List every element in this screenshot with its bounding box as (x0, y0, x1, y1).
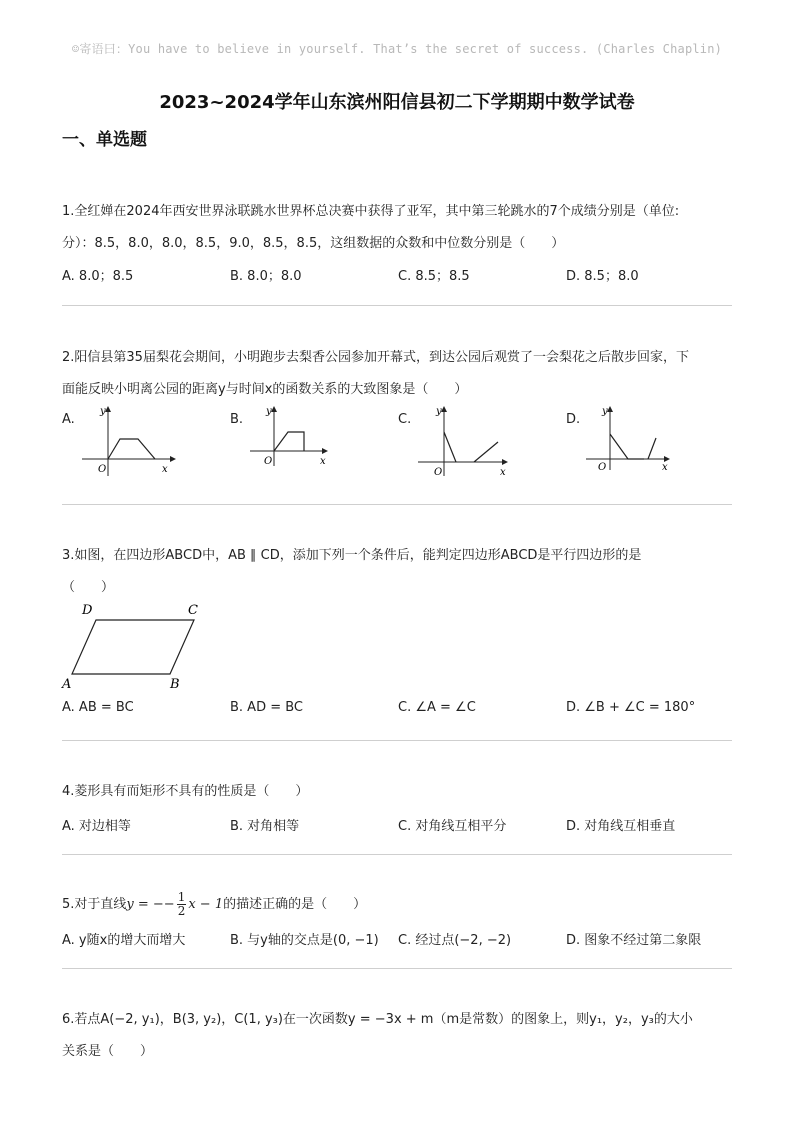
axis-y-label: y (436, 406, 442, 417)
origin-label: O (264, 456, 273, 467)
option-b[interactable]: B. 对角相等 (230, 819, 300, 834)
question-3-line-2: （ ） (62, 580, 115, 595)
divider (62, 305, 732, 306)
vertex-a-label: A (62, 677, 72, 692)
section-heading: 一、单选题 (62, 130, 147, 150)
fraction (177, 891, 187, 918)
option-c[interactable]: C. 经过点(−2, −2) (398, 933, 512, 948)
origin-label: O (434, 467, 443, 478)
question-3 (62, 540, 742, 604)
question-2-line-2: 面能反映小明离公园的距离y与时间x的函数关系的大致图象是（ ） (62, 382, 468, 397)
question-3-options (62, 700, 742, 724)
fraction-numerator: 1 (177, 890, 186, 904)
origin-label: O (598, 462, 607, 473)
question-5-suffix: 的描述正确的是（ ） (223, 897, 367, 912)
divider (62, 504, 732, 505)
option-b[interactable]: B. 8.0；8.0 (230, 269, 302, 284)
divider (62, 854, 732, 855)
question-4-options (62, 815, 742, 839)
option-d[interactable]: D. (566, 412, 581, 427)
divider (62, 968, 732, 969)
question-3-line-1: 3.如图，在四边形ABCD中，AB ∥ CD，添加下列一个条件后，能判定四边形ABCD是平行四边形的是 (62, 548, 642, 563)
fraction-denominator: 2 (177, 904, 186, 918)
axis-y-label: y (602, 406, 608, 417)
question-1-options (62, 265, 742, 289)
graph-c[interactable] (416, 404, 516, 480)
option-a[interactable]: A. (62, 412, 75, 427)
option-b[interactable]: B. (230, 412, 244, 427)
axis-x-label: x (162, 464, 168, 475)
option-a[interactable]: A. AB = BC (62, 700, 134, 715)
option-b[interactable]: B. AD = BC (230, 700, 304, 715)
question-1-line-1: 1.全红婵在2024年西安世界泳联跳水世界杯总决赛中获得了亚军，其中第三轮跳水的7个成绩分别是（单位: (62, 204, 680, 219)
question-5 (62, 888, 742, 922)
vertex-d-label: D (82, 603, 93, 618)
line-equation-right: x − 1 (188, 897, 224, 912)
question-6-line-2: 关系是（ ） (62, 1044, 154, 1059)
line-equation-left: y = −− (126, 897, 175, 912)
graph-b[interactable] (248, 404, 348, 470)
question-4-line-1: 4.菱形具有而矩形不具有的性质是（ ） (62, 784, 309, 799)
option-c[interactable]: C. ∠A = ∠C (398, 700, 476, 715)
question-6 (62, 1004, 742, 1068)
option-d[interactable]: D. 8.5；8.0 (566, 269, 639, 284)
question-4 (62, 776, 742, 808)
axis-x-label: x (662, 462, 668, 473)
option-d[interactable]: D. 对角线互相垂直 (566, 819, 676, 834)
parallelogram-figure (60, 600, 210, 692)
option-d[interactable]: D. ∠B + ∠C = 180° (566, 700, 696, 715)
option-c[interactable]: C. 8.5；8.5 (398, 269, 470, 284)
divider (62, 740, 732, 741)
origin-label: O (98, 464, 107, 475)
question-5-options (62, 929, 742, 953)
axis-y-label: y (266, 406, 272, 417)
motto-header: ☺寄语曰：You have to believe in yourself. That’s the secret of success. (Charles Chaplin) (71, 42, 723, 56)
option-b[interactable]: B. 与y轴的交点是(0, −1) (230, 933, 379, 948)
option-d[interactable]: D. 图象不经过第二象限 (566, 933, 702, 948)
axis-y-label: y (100, 406, 106, 417)
option-a[interactable]: A. y随x的增大而增大 (62, 933, 186, 948)
question-5-prefix: 5.对于直线 (62, 897, 127, 912)
question-1 (62, 196, 742, 260)
axis-x-label: x (320, 456, 326, 467)
question-5-stem (62, 888, 742, 922)
vertex-b-label: B (170, 677, 180, 692)
option-c[interactable]: C. 对角线互相平分 (398, 819, 507, 834)
axis-x-label: x (500, 467, 506, 478)
option-c[interactable]: C. (398, 412, 412, 427)
option-a[interactable]: A. 8.0；8.5 (62, 269, 134, 284)
graph-a[interactable] (80, 404, 180, 480)
question-2 (62, 342, 742, 406)
option-a[interactable]: A. 对边相等 (62, 819, 131, 834)
question-1-line-2: 分）：8.5，8.0，8.0，8.5，9.0，8.5，8.5，这组数据的众数和中位数分别是（ ） (62, 236, 565, 251)
question-2-line-1: 2.阳信县第35届梨花会期间，小明跑步去梨香公园参加开幕式，到达公园后观赏了一会梨花之后散步回家，下 (62, 350, 689, 365)
graph-d[interactable] (584, 404, 684, 474)
question-6-line-1: 6.若点A(−2, y₁)，B(3, y₂)，C(1, y₃)在一次函数y = −3x + m（m是常数）的图象上，则y₁，y₂，y₃的大小 (62, 1012, 693, 1027)
exam-title: 2023~2024学年山东滨州阳信县初二下学期期中数学试卷 (159, 92, 635, 113)
vertex-c-label: C (188, 603, 198, 618)
